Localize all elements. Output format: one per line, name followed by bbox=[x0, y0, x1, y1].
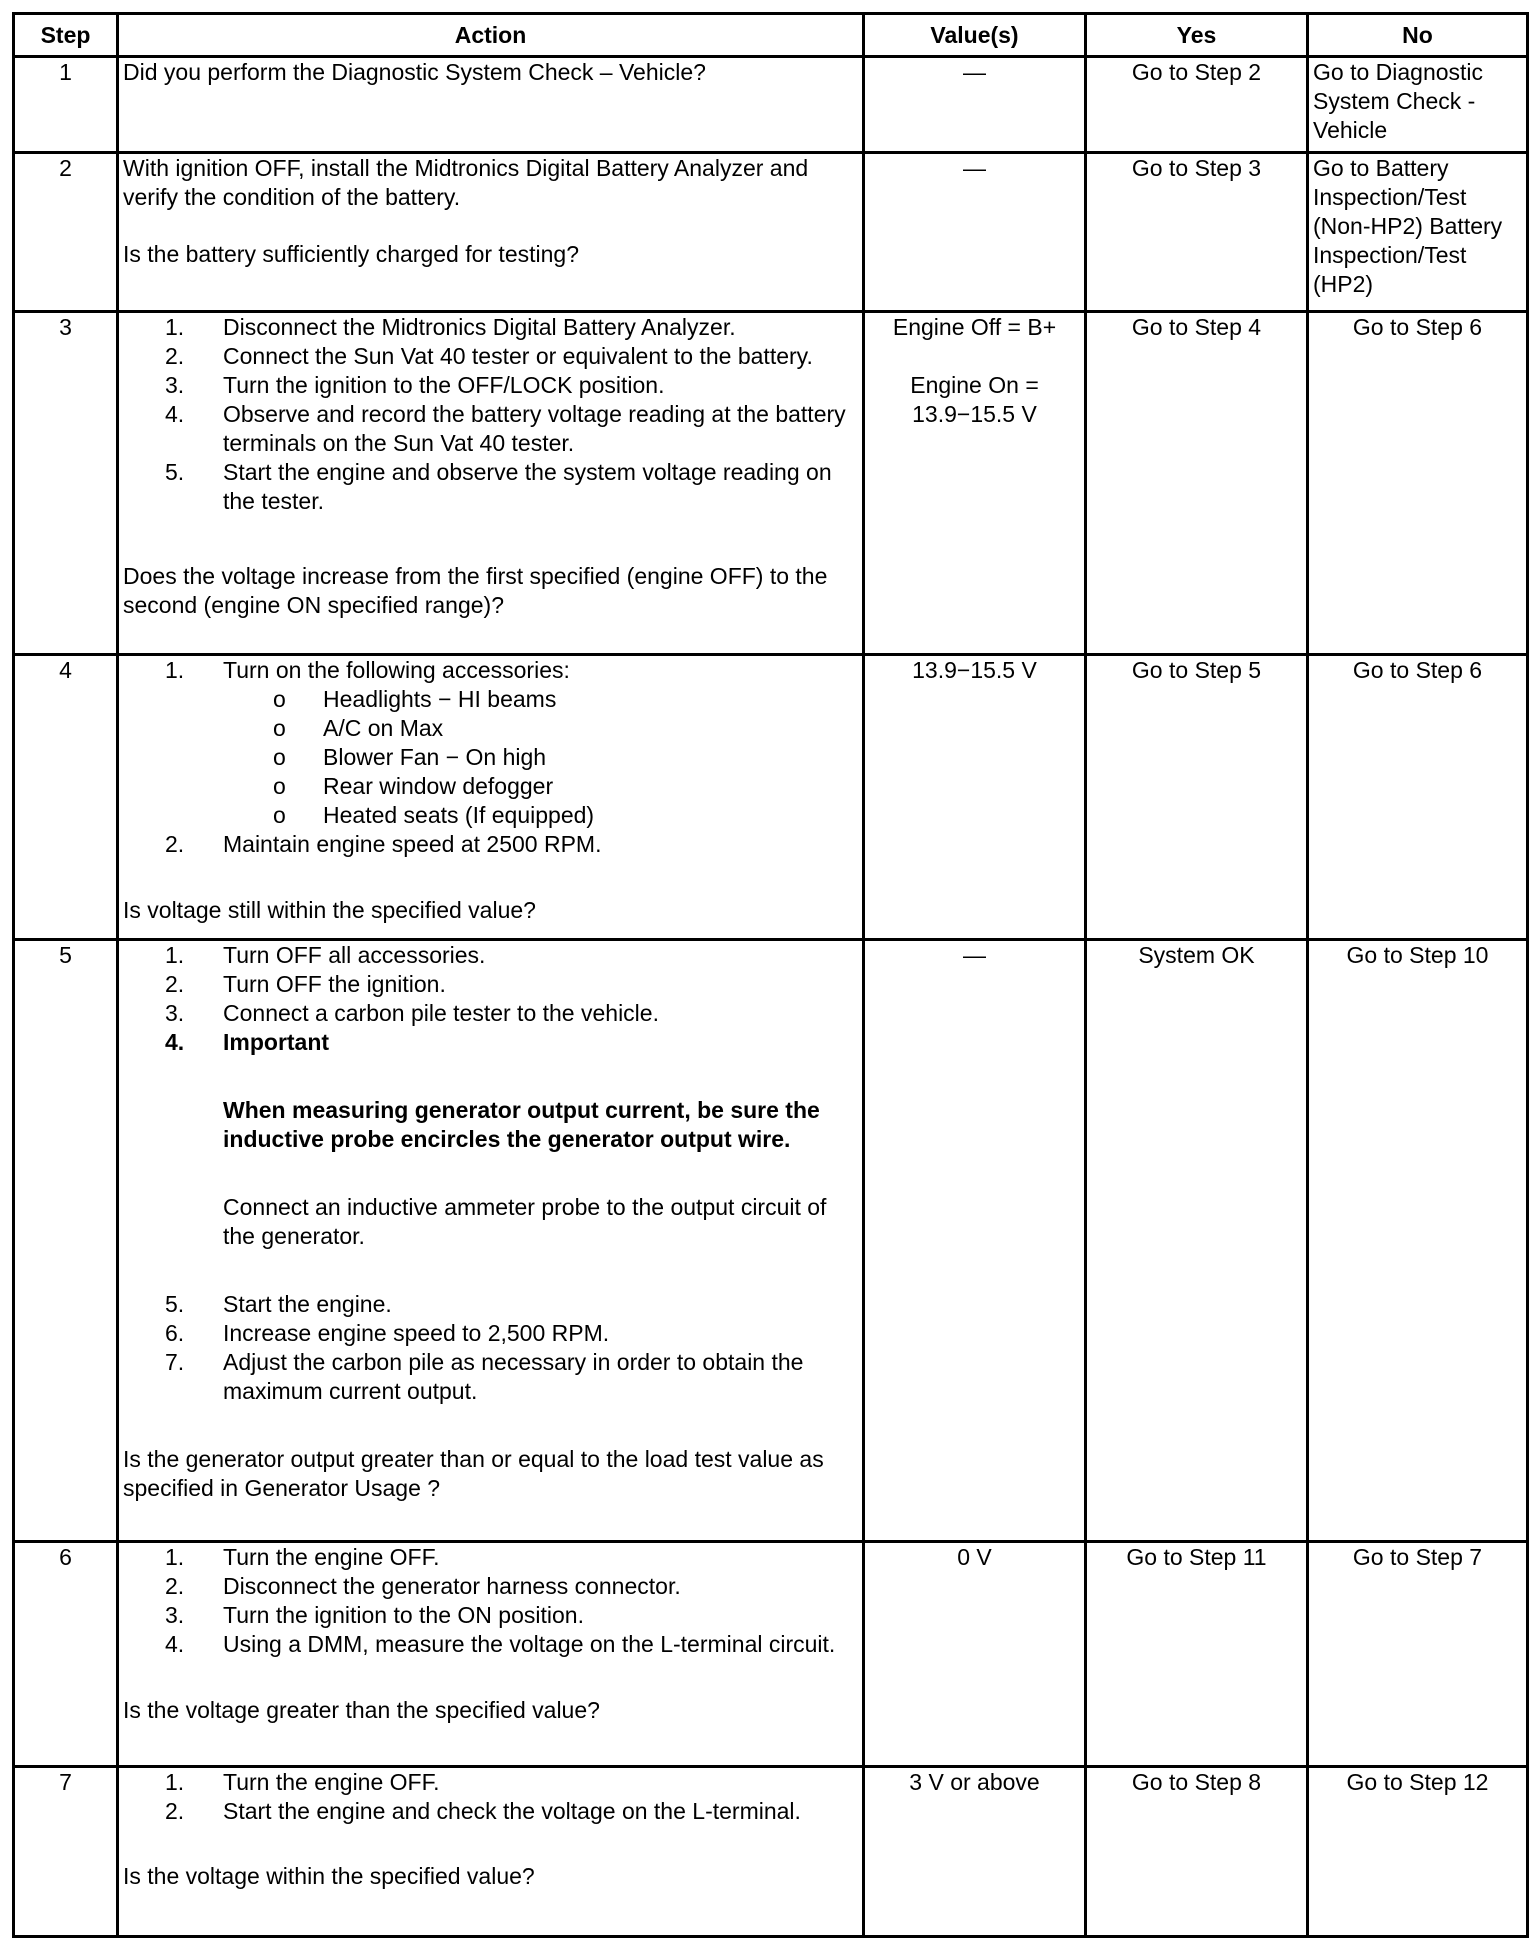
action-cell bbox=[118, 1767, 864, 1937]
list-item: 7. Adjust the carbon pile as necessary in order to obtain the maximum current output. bbox=[165, 1349, 804, 1404]
table-row bbox=[14, 153, 1528, 312]
value-range: 13.9−15.5 V bbox=[912, 401, 1037, 427]
table-row bbox=[14, 312, 1528, 655]
list-item: o Rear window defogger bbox=[273, 773, 554, 799]
list-item: o Blower Fan − On high bbox=[273, 744, 547, 770]
yes-cell: Go to Step 11 bbox=[1086, 1542, 1308, 1767]
step-number: 4 bbox=[14, 655, 118, 940]
step-number: 2 bbox=[14, 153, 118, 312]
no-cell: Go to Diagnostic System Check - Vehicle bbox=[1308, 57, 1528, 153]
value-cell: — bbox=[864, 940, 1086, 1542]
step-number: 6 bbox=[14, 1542, 118, 1767]
action-question: Is the voltage greater than the specified value? bbox=[123, 1697, 600, 1723]
list-item: 3. Turn the ignition to the OFF/LOCK position. bbox=[165, 372, 665, 398]
yes-cell: System OK bbox=[1086, 940, 1308, 1542]
action-question: Is the generator output greater than or equal to the load test value as specified in Generator Usage ? bbox=[123, 1446, 824, 1501]
yes-cell: Go to Step 3 bbox=[1086, 153, 1308, 312]
yes-cell: Go to Step 8 bbox=[1086, 1767, 1308, 1937]
yes-cell: Go to Step 4 bbox=[1086, 312, 1308, 655]
list-item: 4. Important When measuring generator output current, be sure the inductive probe encircles the generator output wire. Connect an inductive ammeter probe to the output circuit of the generator. bbox=[223, 1028, 858, 1290]
step-list bbox=[123, 941, 858, 1406]
list-item: 1. Turn on the following accessories: o Headlights − HI beams o A/C on Max o Blower Fan − On high o Rear window defogger o Heated seats (If equipped) bbox=[223, 656, 858, 830]
value-cell: 0 V bbox=[864, 1542, 1086, 1767]
list-item: 4. Using a DMM, measure the voltage on the L-terminal circuit. bbox=[165, 1631, 836, 1657]
action-cell bbox=[118, 312, 864, 655]
list-item: 1. Disconnect the Midtronics Digital Battery Analyzer. bbox=[165, 314, 736, 340]
no-cell: Go to Step 7 bbox=[1308, 1542, 1528, 1767]
table-row bbox=[14, 57, 1528, 153]
no-cell: Go to Step 12 bbox=[1308, 1767, 1528, 1937]
value-engine-off: Engine Off = B+ bbox=[892, 314, 1057, 340]
no-cell: Go to Step 6 bbox=[1308, 655, 1528, 940]
list-item: 3. Turn the ignition to the ON position. bbox=[165, 1602, 584, 1628]
header-row bbox=[14, 14, 1528, 57]
list-item: 2. Maintain engine speed at 2500 RPM. bbox=[165, 831, 602, 857]
step-list bbox=[123, 313, 858, 516]
list-item: 1. Turn OFF all accessories. bbox=[165, 942, 486, 968]
action-cell bbox=[118, 655, 864, 940]
action-cell bbox=[118, 57, 864, 153]
table-row bbox=[14, 1542, 1528, 1767]
action-cell bbox=[118, 940, 864, 1542]
list-item: 5. Start the engine. bbox=[165, 1291, 392, 1317]
action-question: Did you perform the Diagnostic System Check – Vehicle? bbox=[123, 59, 706, 85]
important-note: When measuring generator output current, be sure the inductive probe encircles the generator output wire. bbox=[223, 1097, 820, 1152]
important-action: Connect an inductive ammeter probe to the output circuit of the generator. bbox=[223, 1194, 827, 1249]
no-cell: Go to Step 6 bbox=[1308, 312, 1528, 655]
step-number: 3 bbox=[14, 312, 118, 655]
step-number: 7 bbox=[14, 1767, 118, 1937]
list-item: 2. Turn OFF the ignition. bbox=[165, 971, 446, 997]
header-values: Value(s) bbox=[864, 14, 1086, 57]
no-cell: Go to Step 10 bbox=[1308, 940, 1528, 1542]
list-item: 1. Turn the engine OFF. bbox=[165, 1769, 440, 1795]
list-item: o A/C on Max bbox=[273, 715, 444, 741]
step-list bbox=[123, 1543, 858, 1659]
action-cell bbox=[118, 1542, 864, 1767]
accessory-list bbox=[223, 685, 858, 830]
header-yes: Yes bbox=[1086, 14, 1308, 57]
list-item: 3. Connect a carbon pile tester to the vehicle. bbox=[165, 1000, 659, 1026]
list-item: 2. Disconnect the generator harness connector. bbox=[165, 1573, 681, 1599]
step-number: 5 bbox=[14, 940, 118, 1542]
value-cell: — bbox=[864, 57, 1086, 153]
diagnostic-table bbox=[12, 12, 1529, 1938]
list-item: 2. Connect the Sun Vat 40 tester or equivalent to the battery. bbox=[165, 343, 813, 369]
action-intro: With ignition OFF, install the Midtronics Digital Battery Analyzer and verify the condition of the battery. bbox=[123, 155, 809, 210]
value-cell: — bbox=[864, 153, 1086, 312]
list-item: 2. Start the engine and check the voltage on the L-terminal. bbox=[165, 1798, 801, 1824]
header-no: No bbox=[1308, 14, 1528, 57]
table-row bbox=[14, 940, 1528, 1542]
value-engine-on: Engine On = bbox=[910, 372, 1039, 398]
list-item: o Headlights − HI beams bbox=[273, 686, 557, 712]
value-cell: 13.9−15.5 V bbox=[864, 655, 1086, 940]
no-cell: Go to Battery Inspection/Test (Non-HP2) Battery Inspection/Test (HP2) bbox=[1308, 153, 1528, 312]
yes-cell: Go to Step 5 bbox=[1086, 655, 1308, 940]
step-list bbox=[123, 1768, 858, 1826]
step-list bbox=[123, 656, 858, 859]
value-cell bbox=[864, 312, 1086, 655]
table-row bbox=[14, 655, 1528, 940]
list-item: 4. Observe and record the battery voltage reading at the battery terminals on the Sun Vat 40 tester. bbox=[165, 401, 846, 456]
header-step: Step bbox=[14, 14, 118, 57]
action-cell bbox=[118, 153, 864, 312]
value-cell: 3 V or above bbox=[864, 1767, 1086, 1937]
action-question: Does the voltage increase from the first specified (engine OFF) to the second (engine ON specified range)? bbox=[123, 563, 828, 618]
step-number: 1 bbox=[14, 57, 118, 153]
action-question: Is voltage still within the specified value? bbox=[123, 897, 536, 923]
header-action: Action bbox=[118, 14, 864, 57]
action-question: Is the battery sufficiently charged for testing? bbox=[123, 241, 579, 267]
action-question: Is the voltage within the specified value? bbox=[123, 1863, 535, 1889]
table-row bbox=[14, 1767, 1528, 1937]
list-item: 6. Increase engine speed to 2,500 RPM. bbox=[165, 1320, 610, 1346]
list-item: 1. Turn the engine OFF. bbox=[165, 1544, 440, 1570]
list-item: 5. Start the engine and observe the system voltage reading on the tester. bbox=[165, 459, 832, 514]
important-label: Important bbox=[223, 1029, 330, 1055]
list-item: o Heated seats (If equipped) bbox=[273, 802, 595, 828]
yes-cell: Go to Step 2 bbox=[1086, 57, 1308, 153]
